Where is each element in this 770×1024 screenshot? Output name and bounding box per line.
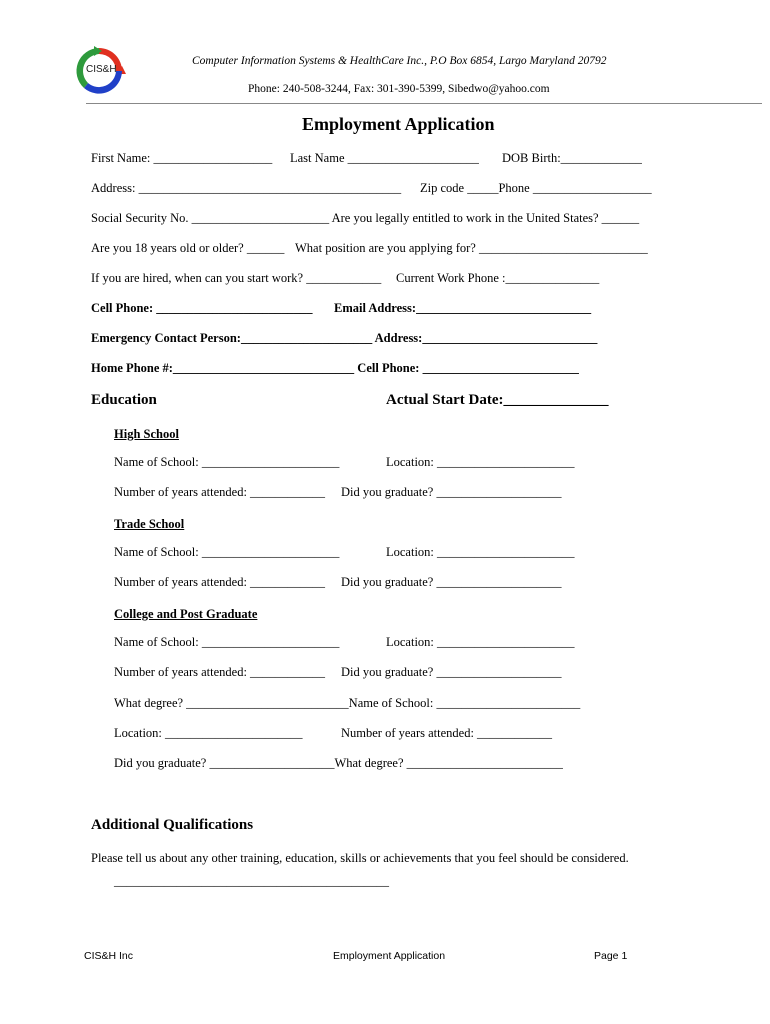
ts-years-field[interactable]: Number of years attended: ____________ [114, 575, 326, 589]
ssn-work-eligibility-field[interactable]: Social Security No. ______________________ Are you legally entitled to work in the United States? ______ [91, 211, 640, 225]
company-contact: Phone: 240-508-3244, Fax: 301-390-5399, Sibedwo@yahoo.com [248, 83, 550, 95]
company-address: Computer Information Systems & HealthCare Inc., P.O Box 6854, Largo Maryland 20792 [192, 55, 607, 67]
current-work-phone-field[interactable]: Current Work Phone :_______________ [396, 271, 600, 285]
hs-name-field[interactable]: Name of School: ______________________ [114, 455, 340, 469]
ts-name-field[interactable]: Name of School: ______________________ [114, 545, 340, 559]
home-cell-phone-field[interactable]: Home Phone #:_____________________________ Cell Phone: _________________________ [91, 361, 579, 375]
zip-phone-field[interactable]: Zip code _____Phone ___________________ [420, 181, 652, 195]
ts-graduate-field[interactable]: Did you graduate? ____________________ [341, 575, 562, 589]
header-divider [86, 103, 762, 104]
additional-qualifications-heading: Additional Qualifications [91, 817, 254, 833]
college-degree-school-field[interactable]: What degree? __________________________Name of School: _______________________ [114, 696, 581, 710]
footer-doc-title: Employment Application [333, 950, 446, 962]
postgrad-years-field[interactable]: Number of years attended: ____________ [341, 726, 553, 740]
email-field[interactable]: Email Address:____________________________ [334, 301, 592, 315]
ts-location-field[interactable]: Location: ______________________ [386, 545, 575, 559]
college-years-field[interactable]: Number of years attended: ____________ [114, 665, 326, 679]
college-graduate-field[interactable]: Did you graduate? ____________________ [341, 665, 562, 679]
actual-start-date-field[interactable]: Actual Start Date:______________ [386, 392, 609, 408]
last-name-field[interactable]: Last Name _____________________ [290, 151, 479, 165]
high-school-heading: High School [114, 427, 179, 441]
first-name-field[interactable]: First Name: ___________________ [91, 151, 273, 165]
college-name-field[interactable]: Name of School: ______________________ [114, 635, 340, 649]
emergency-contact-field[interactable]: Emergency Contact Person:_____________________ Address:____________________________ [91, 331, 598, 345]
college-heading: College and Post Graduate [114, 607, 258, 621]
education-heading: Education [91, 392, 157, 408]
postgrad-graduate-degree-field[interactable]: Did you graduate? ____________________What degree? _________________________ [114, 756, 563, 770]
hs-graduate-field[interactable]: Did you graduate? ____________________ [341, 485, 562, 499]
additional-answer-line[interactable]: ____________________________________________ [114, 874, 389, 888]
logo-text: CIS&H [86, 64, 117, 75]
postgrad-location-field[interactable]: Location: ______________________ [114, 726, 303, 740]
address-field[interactable]: Address: __________________________________________ [91, 181, 402, 195]
position-field[interactable]: What position are you applying for? ___________________________ [295, 241, 648, 255]
footer-company: CIS&H Inc [84, 950, 134, 962]
trade-school-heading: Trade School [114, 517, 185, 531]
footer-page-number: Page 1 [594, 950, 628, 962]
college-location-field[interactable]: Location: ______________________ [386, 635, 575, 649]
dob-field[interactable]: DOB Birth:_____________ [502, 151, 642, 165]
age-field[interactable]: Are you 18 years old or older? ______ [91, 241, 285, 255]
start-work-field[interactable]: If you are hired, when can you start work? ____________ [91, 271, 382, 285]
cell-phone-field[interactable]: Cell Phone: _________________________ [91, 301, 313, 315]
hs-location-field[interactable]: Location: ______________________ [386, 455, 575, 469]
page-title: Employment Application [302, 114, 495, 134]
additional-prompt: Please tell us about any other training, education, skills or achievements that you feel should be considered. [91, 851, 629, 865]
hs-years-field[interactable]: Number of years attended: ____________ [114, 485, 326, 499]
